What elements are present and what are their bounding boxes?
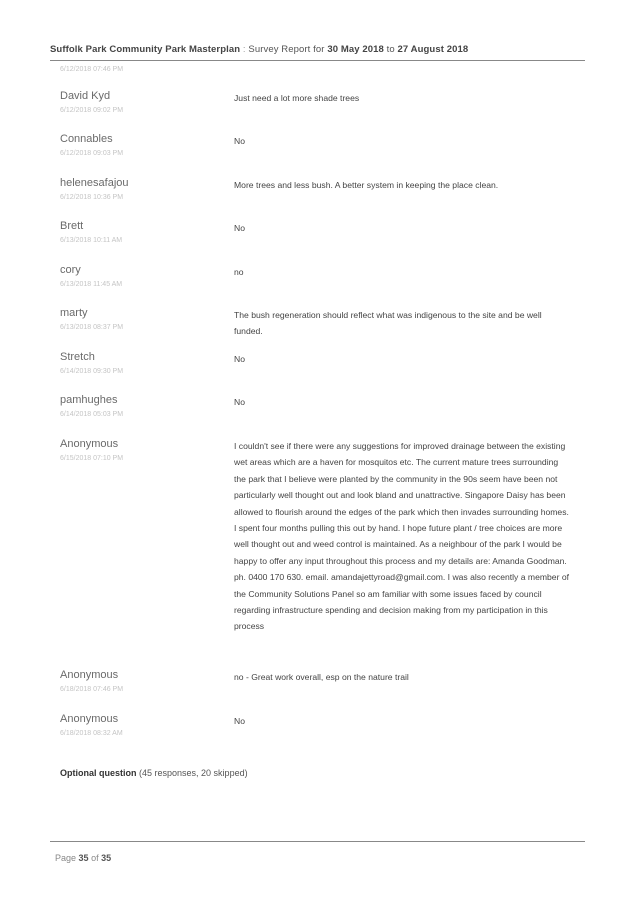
respondent-name: marty <box>60 307 88 319</box>
page-number <box>55 853 111 863</box>
response-timestamp: 6/12/2018 10:36 PM <box>60 194 124 201</box>
survey-title: Suffolk Park Community Park Masterplan <box>50 44 241 55</box>
previous-response-timestamp: 6/12/2018 07:46 PM <box>60 66 124 73</box>
total-pages: 35 <box>101 853 112 863</box>
page-word: Page <box>55 853 77 863</box>
response-text: No <box>234 716 245 726</box>
report-label: Survey Report for <box>248 44 325 55</box>
respondent-name: cory <box>60 264 81 276</box>
date-to: to <box>386 44 395 55</box>
response-timestamp: 6/14/2018 05:03 PM <box>60 411 124 418</box>
respondent-name: pamhughes <box>60 394 118 406</box>
response-text: No <box>234 223 245 233</box>
respondent-name: Connables <box>60 133 113 145</box>
respondent-name: Anonymous <box>60 713 119 725</box>
response-text: No <box>234 397 245 407</box>
response-text: Just need a lot more shade trees <box>234 93 360 103</box>
response-timestamp: 6/12/2018 09:02 PM <box>60 107 124 114</box>
response-timestamp: 6/14/2018 09:30 PM <box>60 368 124 375</box>
optional-question-detail: (45 responses, 20 skipped) <box>139 768 248 778</box>
current-page: 35 <box>78 853 89 863</box>
optional-question-label: Optional question <box>60 768 137 778</box>
date-start: 30 May 2018 <box>327 44 384 55</box>
footer-divider <box>50 841 585 842</box>
respondent-name: David Kyd <box>60 90 111 102</box>
report-header <box>50 44 585 55</box>
date-end: 27 August 2018 <box>397 44 469 55</box>
response-text: The bush regeneration should reflect what was indigenous to the site and be well funded. <box>234 310 542 337</box>
header-divider <box>50 60 585 61</box>
response-text: no <box>234 267 244 277</box>
of-word: of <box>91 853 99 863</box>
response-text: I couldn't see if there were any suggestions for improved drainage between the existing wet areas which are a haven for mosquitos etc. The current mature trees surrounding the park that I believe were planted by the community in the 90s seem have been not particularly well thought out and look bland and unattractive. Singapore Daisy has been allowed to flourish around the edges of the park which then invades surrounding homes. I spent four months pulling this out by hand. I hope future plant / tree choices are more well thought out and weed control is maintained. As a neighbour of the park I would be happy to offer any input throughout this process and my details are: Amanda Goodman. ph. 0400 170 630. email. amandajettyroad@gmail.com. I was also recently a member of the Community Solutions Panel so am familiar with some issues faced by council regarding infrastructure spending and decision making from my participation in this process <box>234 441 569 632</box>
respondent-name: Stretch <box>60 351 95 363</box>
response-timestamp: 6/13/2018 11:45 AM <box>60 281 123 288</box>
respondent-name: Brett <box>60 220 84 232</box>
response-text: no - Great work overall, esp on the nature trail <box>234 672 409 682</box>
response-timestamp: 6/13/2018 10:11 AM <box>60 237 123 244</box>
header-separator: : <box>242 44 246 55</box>
respondent-name: helenesafajou <box>60 177 129 189</box>
response-timestamp: 6/12/2018 09:03 PM <box>60 150 124 157</box>
response-timestamp: 6/15/2018 07:10 PM <box>60 455 124 462</box>
response-text: No <box>234 136 245 146</box>
response-text: No <box>234 354 245 364</box>
response-timestamp: 6/18/2018 08:32 AM <box>60 730 123 737</box>
response-text: More trees and less bush. A better system in keeping the place clean. <box>234 180 499 190</box>
response-timestamp: 6/18/2018 07:46 PM <box>60 686 124 693</box>
respondent-name: Anonymous <box>60 438 119 450</box>
respondent-name: Anonymous <box>60 669 119 681</box>
optional-question-summary <box>60 768 248 778</box>
response-timestamp: 6/13/2018 08:37 PM <box>60 324 124 331</box>
